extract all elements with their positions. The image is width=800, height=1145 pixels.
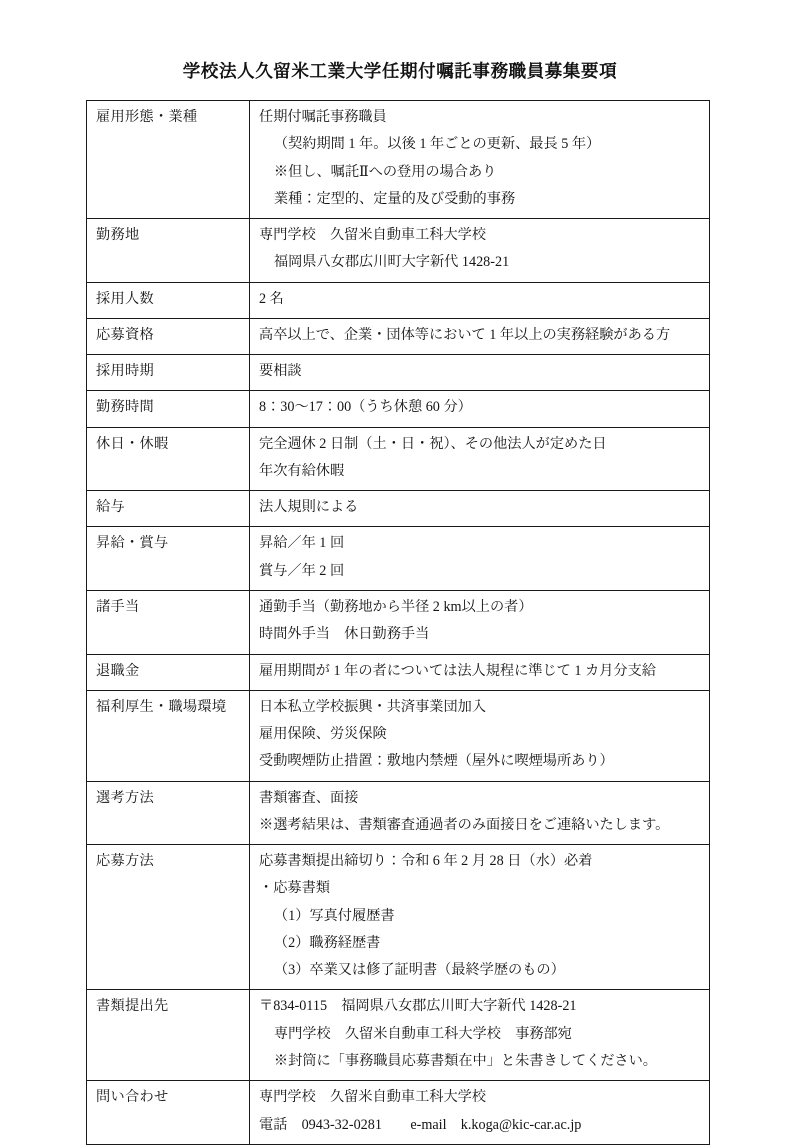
row-label: 福利厚生・職場環境	[87, 690, 250, 781]
value-line: 電話 0943-32-0281 e-mail k.koga@kic-car.ac.jp	[259, 1116, 582, 1133]
row-value	[250, 491, 710, 527]
value-line: 福岡県八女郡広川町大字新代 1428-21	[273, 254, 510, 271]
table-row	[87, 318, 710, 354]
row-label: 選考方法	[87, 781, 250, 845]
row-value	[250, 1081, 710, 1145]
value-line: 要相談	[259, 363, 302, 380]
value-line: 8：30〜17：00（うち休憩 60 分）	[259, 399, 472, 416]
row-value	[250, 219, 710, 283]
table-row	[87, 654, 710, 690]
table-row	[87, 427, 710, 491]
table-row	[87, 845, 710, 990]
value-line: 業種：定型的、定量的及び受動的事務	[273, 190, 516, 207]
value-line: 専門学校 久留米自動車工科大学校	[259, 227, 487, 244]
row-label: 採用人数	[87, 282, 250, 318]
table-row	[87, 527, 710, 591]
row-value	[250, 355, 710, 391]
row-value	[250, 282, 710, 318]
table-row	[87, 690, 710, 781]
table-row	[87, 282, 710, 318]
value-line: 受動喫煙防止措置：敷地内禁煙（屋外に喫煙場所あり）	[259, 753, 614, 770]
value-line: 時間外手当 休日勤務手当	[259, 626, 430, 643]
value-line: 高卒以上で、企業・団体等において 1 年以上の実務経験がある方	[259, 326, 671, 343]
value-line: 2 名	[259, 290, 284, 307]
value-line: （3）卒業又は修了証明書（最終学歴のもの）	[273, 962, 565, 979]
page-title: 学校法人久留米工業大学任期付嘱託事務職員募集要項	[182, 61, 618, 81]
row-value	[250, 690, 710, 781]
row-value	[250, 391, 710, 427]
table-row	[87, 101, 710, 219]
table-body	[87, 101, 710, 1145]
row-label: 勤務時間	[87, 391, 250, 427]
value-line: 通勤手当（勤務地から半径 2 km以上の者）	[259, 598, 533, 615]
row-value	[250, 845, 710, 990]
row-label: 諸手当	[87, 590, 250, 654]
value-line: 雇用保険、労災保険	[259, 726, 387, 743]
value-line: 日本私立学校振興・共済事業団加入	[259, 698, 487, 715]
table-row	[87, 219, 710, 283]
row-label: 退職金	[87, 654, 250, 690]
value-line: 賞与／年 2 回	[259, 562, 345, 579]
row-label: 応募資格	[87, 318, 250, 354]
table-row	[87, 355, 710, 391]
value-line: 応募書類提出締切り：令和 6 年 2 月 28 日（水）必着	[259, 853, 593, 870]
value-line: 専門学校 久留米自動車工科大学校 事務部宛	[273, 1025, 572, 1042]
row-value	[250, 990, 710, 1081]
row-label: 書類提出先	[87, 990, 250, 1081]
value-line: 年次有給休暇	[259, 462, 345, 479]
table-row	[87, 781, 710, 845]
value-line: 専門学校 久留米自動車工科大学校	[259, 1089, 487, 1106]
row-label: 雇用形態・業種	[87, 101, 250, 219]
row-value	[250, 427, 710, 491]
row-value	[250, 590, 710, 654]
value-line: （1）写真付履歴書	[273, 907, 395, 924]
value-line: 書類審査、面接	[259, 789, 359, 806]
row-value	[250, 101, 710, 219]
value-line: 完全週休 2 日制（土・日・祝）、その他法人が定めた日	[259, 435, 607, 452]
job-requirements-table	[86, 100, 710, 1145]
value-line: 任期付嘱託事務職員	[259, 109, 387, 125]
value-line: 雇用期間が 1 年の者については法人規程に準じて 1 カ月分支給	[259, 662, 656, 679]
table-row	[87, 391, 710, 427]
row-label: 給与	[87, 491, 250, 527]
table-row	[87, 491, 710, 527]
value-line: ※但し、嘱託Ⅱへの登用の場合あり	[273, 163, 497, 180]
value-line: 〒834-0115 福岡県八女郡広川町大字新代 1428-21	[259, 998, 577, 1015]
row-value	[250, 781, 710, 845]
value-line: 昇給／年 1 回	[259, 535, 345, 552]
value-line: ※選考結果は、書類審査通過者のみ面接日をご連絡いたします。	[259, 816, 670, 833]
value-line: ※封筒に「事務職員応募書類在中」と朱書きしてください。	[273, 1052, 657, 1069]
table-row	[87, 990, 710, 1081]
table-row	[87, 1081, 710, 1145]
table-row	[87, 590, 710, 654]
row-label: 休日・休暇	[87, 427, 250, 491]
value-line: 法人規則による	[259, 499, 359, 516]
row-label: 問い合わせ	[87, 1081, 250, 1145]
row-label: 応募方法	[87, 845, 250, 990]
row-label: 昇給・賞与	[87, 527, 250, 591]
value-line: （契約期間 1 年。以後 1 年ごとの更新、最長 5 年）	[273, 136, 601, 153]
row-value	[250, 654, 710, 690]
value-line: （2）職務経歴書	[273, 934, 381, 951]
value-line: ・応募書類	[259, 880, 330, 897]
row-value	[250, 318, 710, 354]
row-value	[250, 527, 710, 591]
row-label: 勤務地	[87, 219, 250, 283]
row-label: 採用時期	[87, 355, 250, 391]
